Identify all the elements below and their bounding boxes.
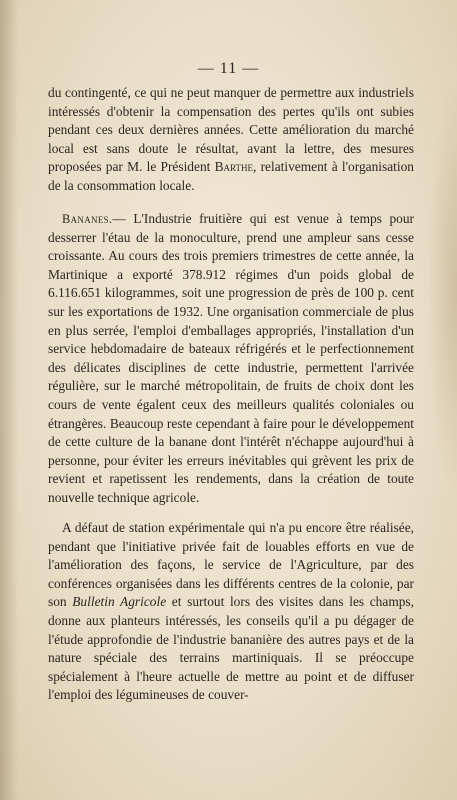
paragraph-3 [48, 519, 414, 705]
paragraph-3-text-start: A défaut de station expérimentale qui n'a pu encore être réalisée, pendant que l'initiative privée fait de louables efforts en vue de l'amélioration des façons, le service de l'Agriculture, par des conférences organisées dans les différents centres de la colonie, par son [48, 520, 414, 610]
paragraph-1 [48, 84, 414, 196]
paper-stain [427, 80, 457, 500]
section-heading-bananes: Bananes. [62, 212, 113, 226]
paragraph-2-text: — L'Industrie fruitière qui est venue à temps pour desserrer l'étau de la monoculture, prend une ampleur sans cesse croissante. Au cours des trois premiers trimestres de cette année, la Martinique a exporté 378.912 régimes d'un poids global de 6.116.651 kilogrammes, soit une progression de près de 100 p. cent sur les exportations de 1932. Une organisation commerciale de plus en plus serrée, l'emploi d'emballages appropriés, l'installation d'un service hebdomadaire de bateaux réfrigérés et le perfectionnement des délicates disciplines de cette industrie, permettent l'arrivée régulière, sur le marché métropolitain, de fruits de choix dont les cours de vente égalent ceux des meilleurs qualités coloniales ou étrangères. Beaucoup reste cependant à faire pour le développement de cette culture de la banane dont l'intérêt n'échappe aujourd'hui à personne, pour éviter les erreurs inévitables qui grèvent les prix de revient et rapetissent les rendements, dans la création de toute nouvelle technique agricole. [48, 211, 414, 505]
paragraph-1-text-end: , relativement à l'organisation de la consommation locale. [48, 159, 414, 193]
page-number: — 11 — [197, 60, 260, 77]
person-name: Barthe [214, 159, 253, 175]
paragraph-3-text-end: et surtout lors des visites dans les champs, donne aux planteurs intéressés, les conseils qu'il a pu dégager de l'étude approfondie de l'industrie bananière des autres pays et de la nature spéciale des terrains martiniquais. Il se préoccupe spécialement à l'heure actuelle de mettre au point et de diffuser l'emploi des légumineuses de couver- [48, 594, 414, 703]
paragraph-1-text-start: du contingenté, ce qui ne peut manquer de permettre aux industriels intéressés d'obtenir la compensation des pertes qu'ils ont subies pendant ces deux dernières années. Cette amélioration du marché local est sans doute le résultat, avant la lettre, des mesures proposées par M. le Président [48, 85, 414, 175]
bulletin-title: Bulletin Agricole [72, 594, 167, 610]
paragraph-2-body [48, 210, 414, 508]
page-edge-shadow [0, 0, 18, 800]
paragraph-2 [48, 210, 414, 508]
paragraph-3-body [48, 519, 414, 705]
